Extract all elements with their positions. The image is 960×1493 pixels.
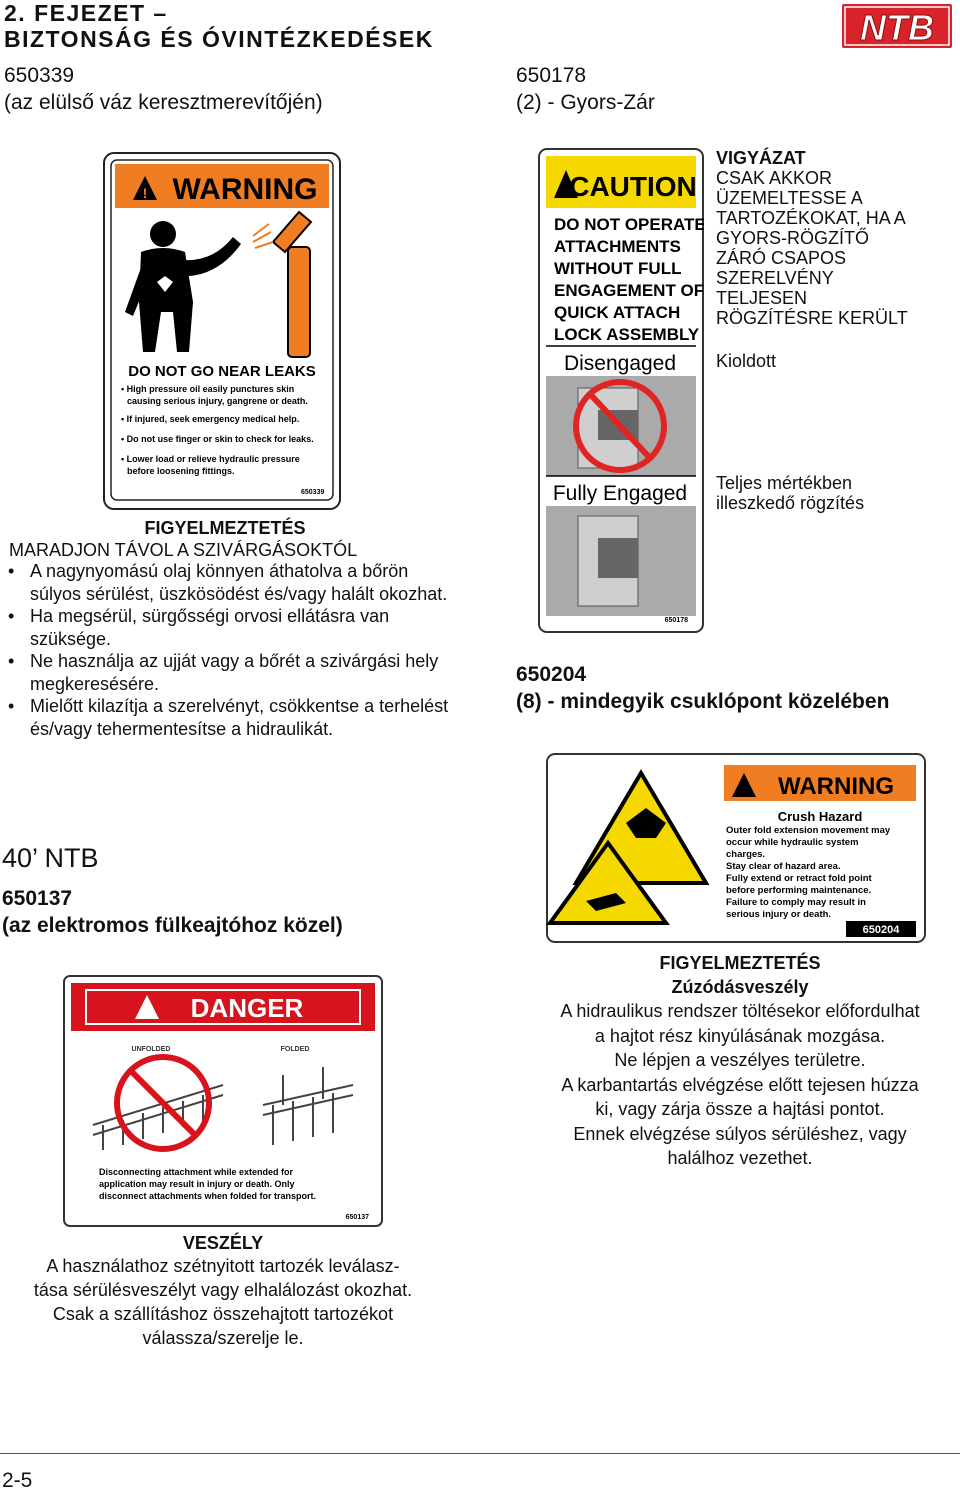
- decal-line: Outer fold extension movement may: [726, 825, 891, 836]
- decal-line: serious injury or death.: [726, 909, 832, 920]
- caption-title: VESZÉLY: [182, 1233, 264, 1253]
- svg-text:• Lower load or relieve hydrau: • Lower load or relieve hydraulic pressure: [121, 454, 300, 464]
- caption-bullet: • Mielőtt kilazítja a szerelvényt, csökkentse a terhelést és/vagy tehermentesítse a hidraulikát.: [0, 695, 449, 740]
- engaged-label: [716, 473, 864, 513]
- caption-line: Csak a szállításhoz összehajtott tartozékot: [52, 1304, 394, 1324]
- decal-heading: Crush Hazard: [777, 809, 863, 824]
- location: (8) - mindegyik csuklópont közelében: [516, 690, 890, 713]
- decal-line: application may result in injury or death. Only: [99, 1179, 295, 1189]
- caution-caption: [716, 148, 956, 328]
- svg-text:• High pressure oil easily pun: • High pressure oil easily punctures skin: [121, 384, 295, 394]
- decal-line: ATTACHMENTS: [554, 237, 681, 256]
- caption-line: A hidraulikus rendszer töltésekor előfordulhat: [560, 1001, 920, 1021]
- disengaged-label: Kioldott: [716, 351, 777, 371]
- ntb-logo: [842, 4, 952, 48]
- caption-line: CSAK AKKOR: [716, 168, 833, 188]
- caption-title: FIGYELMEZTETÉS: [144, 518, 306, 538]
- decal-line: DO NOT OPERATE: [554, 215, 704, 234]
- location: (az elektromos fülkeajtóhoz közel): [2, 914, 343, 937]
- decal-line: Failure to comply may result in: [726, 897, 866, 908]
- caption-line: TELJESEN: [716, 288, 808, 308]
- caption-title: VIGYÁZAT: [716, 148, 806, 168]
- engaged-label-line: illeszkedő rögzítés: [716, 493, 865, 513]
- location: (az elülső váz keresztmerevítőjén): [4, 91, 323, 114]
- section-650204-header: [516, 661, 889, 715]
- chapter-heading: [4, 0, 434, 52]
- decal-banner: DANGER: [190, 993, 304, 1023]
- part-number: 650178: [516, 64, 587, 87]
- part-number: 650204: [516, 663, 587, 686]
- caption-line: ÜZEMELTESSE A: [716, 188, 863, 208]
- svg-text:causing serious injury, gangre: causing serious injury, gangrene or death.: [127, 396, 308, 406]
- part-number: 650137: [2, 887, 73, 910]
- decal-banner: CAUTION: [569, 171, 697, 202]
- decal-disengaged: Disengaged: [563, 352, 677, 375]
- caption-line: A használathoz szétnyitott tartozék leválasz-: [46, 1256, 400, 1276]
- caption-bullet: • A nagynyomású olaj könnyen áthatolva a bőrön súlyos sérülést, üszkösödést és/vagy halált okozhat.: [0, 560, 449, 605]
- svg-text:before loosening fittings.: before loosening fittings.: [127, 466, 235, 476]
- decal-code: 650339: [301, 489, 325, 496]
- decal-line: Disconnecting attachment while extended for: [99, 1167, 294, 1177]
- caption-line: Ne lépjen a veszélyes területre.: [614, 1050, 866, 1070]
- warning-caption: [0, 518, 450, 538]
- footer-divider: [0, 1453, 960, 1454]
- svg-text:• Do not use finger or skin to: • Do not use finger or skin to check for leaks.: [121, 434, 314, 444]
- decal-line: charges.: [726, 849, 766, 860]
- chapter-line-1: 2. FEJEZET –: [4, 0, 168, 26]
- decal-line: disconnect attachments when folded for transport.: [99, 1191, 317, 1201]
- crush-caption: [520, 951, 960, 1171]
- decal-line: Stay clear of hazard area.: [726, 861, 841, 872]
- caption-line: a hajtot rész kinyúlásának mozgása.: [594, 1025, 886, 1046]
- caution-decal-650178: [538, 148, 704, 633]
- caption-subtitle: Zúzódásveszély: [671, 977, 809, 997]
- section-650137-header: [2, 885, 343, 939]
- danger-decal-650137: [63, 975, 383, 1227]
- caption-line: RÖGZÍTÉSRE KERÜLT: [716, 308, 908, 328]
- model-title: 40’ NTB: [2, 843, 99, 873]
- caption-bullet: • Ha megsérül, sürgősségi orvosi ellátásra van szüksége.: [0, 605, 449, 650]
- engaged-label-line: Teljes mértékben: [716, 473, 853, 493]
- caption-line: A karbantartás elvégzése előtt tejesen húzza: [561, 1074, 919, 1095]
- decal-heading: DO NOT GO NEAR LEAKS: [128, 363, 316, 380]
- page-number: 2-5: [2, 1469, 33, 1492]
- decal-line: QUICK ATTACH: [554, 303, 681, 322]
- warning-decal-650204: [546, 753, 926, 943]
- decal-line: Fully extend or retract fold point: [726, 873, 872, 884]
- decal-folded: FOLDED: [280, 1046, 310, 1053]
- decal-line: ENGAGEMENT OF: [554, 281, 704, 300]
- decal-line: before performing maintenance.: [726, 885, 872, 896]
- decal-line: WITHOUT FULL: [554, 259, 682, 278]
- caption-line: válassza/szerelje le.: [142, 1328, 304, 1348]
- svg-text:!: !: [142, 185, 148, 201]
- decal-engaged: Fully Engaged: [552, 482, 688, 505]
- caption-line: ki, vagy zárja össze a hajtási pontot.: [595, 1099, 885, 1119]
- part-number: 650339: [4, 64, 75, 87]
- decal-unfolded: UNFOLDED: [131, 1046, 171, 1053]
- caption-line: tása sérülésveszélyt vagy elhalálozást okozhat.: [33, 1280, 413, 1300]
- location: (2) - Gyors-Zár: [516, 91, 655, 114]
- caption-line: Ennek elvégzése súlyos sérüléshez, vagy: [573, 1123, 907, 1144]
- caption-line: halálhoz vezethet.: [667, 1148, 813, 1168]
- decal-line: occur while hydraulic system: [726, 837, 859, 848]
- caption-title: FIGYELMEZTETÉS: [659, 953, 821, 973]
- logo-text: NTB: [860, 7, 934, 48]
- decal-line: LOCK ASSEMBLY: [554, 325, 700, 344]
- chapter-line-2: BIZTONSÁG ÉS ÓVINTÉZKEDÉSEK: [4, 26, 434, 52]
- section-650339-header: [4, 62, 323, 116]
- caption-line: ZÁRÓ CSAPOS: [716, 248, 847, 268]
- danger-caption: [0, 1233, 446, 1350]
- section-650178-header: [516, 62, 655, 116]
- svg-text:• If injured, seek emergency m: • If injured, seek emergency medical help.: [121, 414, 300, 424]
- caption-bullet: • Ne használja az ujját vagy a bőrét a szivárgási hely megkeresésére.: [0, 650, 449, 695]
- decal-code: 650204: [862, 924, 900, 936]
- caption-subtitle: MARADJON TÁVOL A SZIVÁRGÁSOKTÓL: [9, 540, 358, 560]
- warning-caption-body: [9, 540, 449, 740]
- caption-line: SZERELVÉNY: [716, 268, 834, 288]
- decal-banner: WARNING: [172, 173, 318, 206]
- caption-line: GYORS-RÖGZÍTŐ: [716, 228, 869, 248]
- decal-banner: WARNING: [778, 773, 894, 800]
- caption-line: TARTOZÉKOKAT, HA A: [716, 208, 906, 228]
- decal-code: 650137: [345, 1214, 369, 1221]
- warning-decal-650339: [103, 152, 341, 510]
- decal-code: 650178: [664, 617, 688, 624]
